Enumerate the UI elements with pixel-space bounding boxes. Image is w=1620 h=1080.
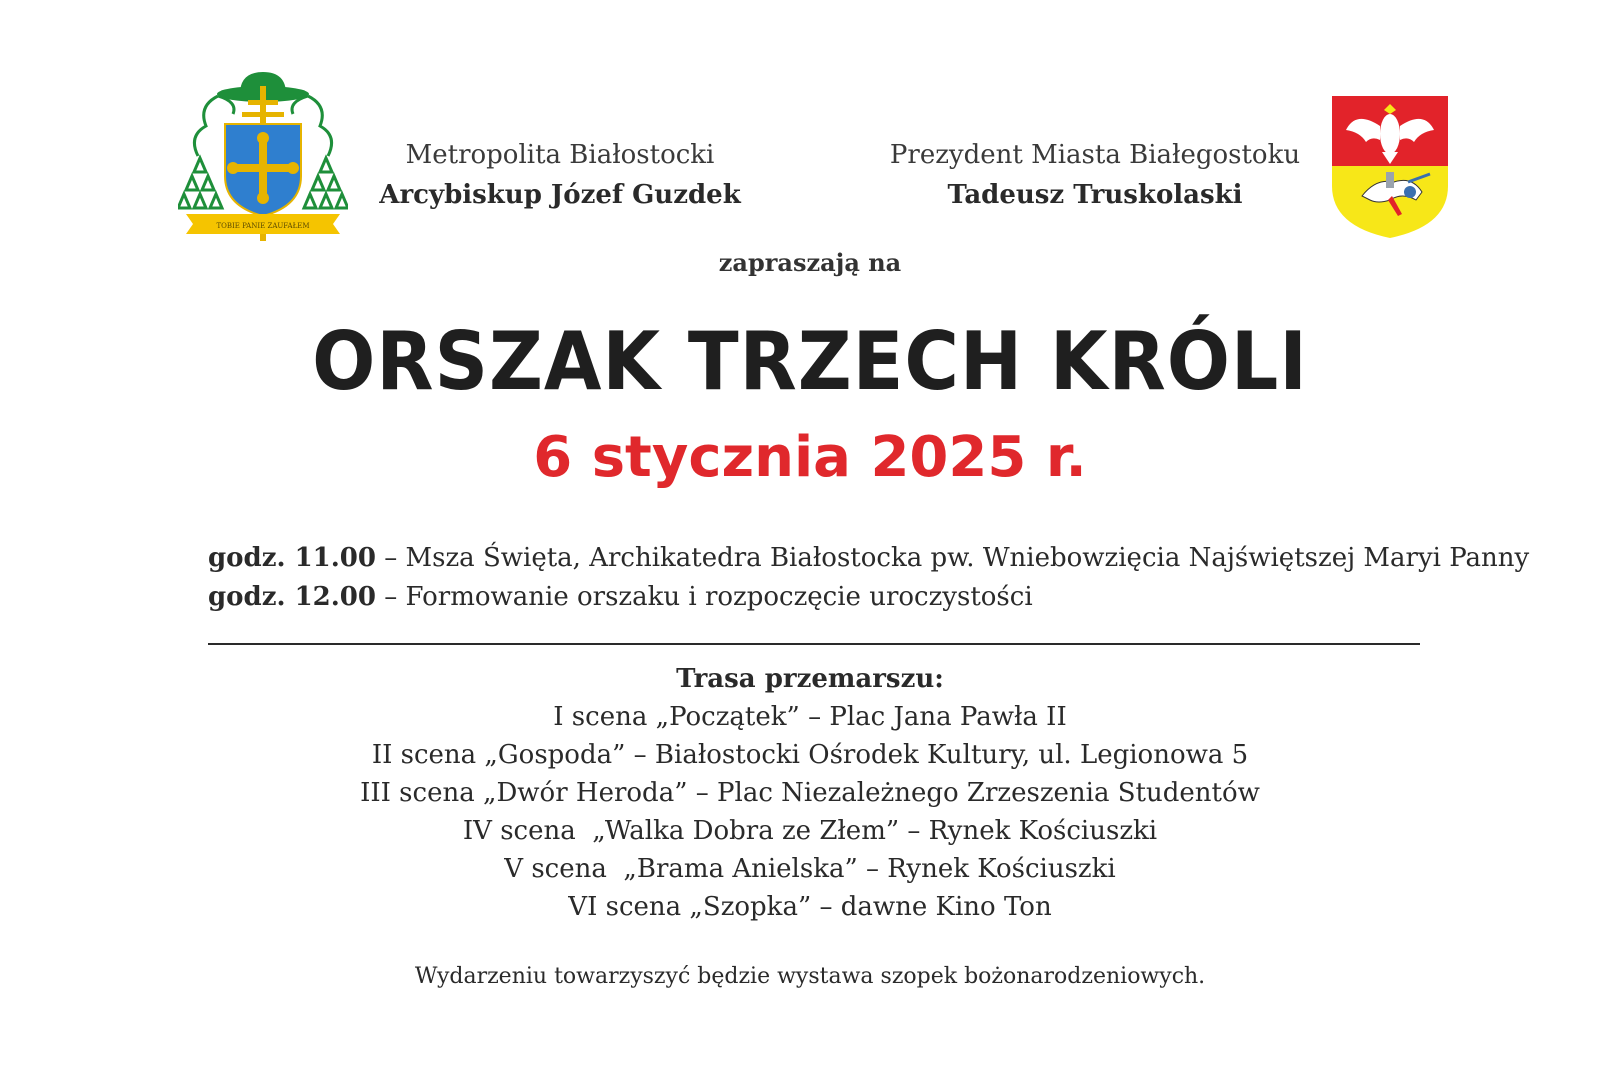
schedule-text: – Msza Święta, Archikatedra Białostocka pw. Wniebowzięcia Najświętszej Maryi Panny <box>375 543 1530 573</box>
divider <box>208 643 1420 645</box>
schedule-item <box>208 543 1529 573</box>
metropolitan-block <box>350 135 770 215</box>
route-scene: I scena „Początek” – Plac Jana Pawła II <box>553 702 1067 732</box>
route-section <box>0 660 1620 926</box>
footer-note: Wydarzeniu towarzyszyć będzie wystawa szopek bożonarodzeniowych. <box>414 964 1206 989</box>
mayor-role: Prezydent Miasta Białegostoku <box>889 140 1301 170</box>
schedule-text: – Formowanie orszaku i rozpoczęcie uroczystości <box>375 582 1033 612</box>
bialystok-coat-of-arms-icon <box>1332 96 1448 238</box>
route-scene: VI scena „Szopka” – dawne Kino Ton <box>568 892 1052 922</box>
invitation-text: zapraszają na <box>718 248 902 277</box>
archbishop-coat-of-arms-icon <box>178 66 348 246</box>
schedule-item <box>208 582 1033 612</box>
route-scene: V scena „Brama Anielska” – Rynek Kościuszki <box>504 854 1116 884</box>
metropolitan-name: Arcybiskup Józef Guzdek <box>379 180 741 210</box>
mayor-name: Tadeusz Truskolaski <box>947 180 1243 210</box>
route-title: Trasa przemarszu: <box>676 664 944 694</box>
event-title: ORSZAK TRZECH KRÓLI <box>312 315 1308 408</box>
route-scene: II scena „Gospoda” – Białostocki Ośrodek Kultury, ul. Legionowa 5 <box>371 740 1249 770</box>
route-scene: III scena „Dwór Heroda” – Plac Niezależnego Zrzeszenia Studentów <box>360 778 1260 808</box>
mayor-block <box>885 135 1305 215</box>
metropolitan-role: Metropolita Białostocki <box>405 140 715 170</box>
route-scene: IV scena „Walka Dobra ze Złem” – Rynek Kościuszki <box>462 816 1158 846</box>
schedule-time: godz. 11.00 <box>208 543 376 573</box>
event-date: 6 stycznia 2025 r. <box>533 425 1087 490</box>
motto-text: TOBIE PANIE ZAUFAŁEM <box>216 222 310 230</box>
schedule-time: godz. 12.00 <box>208 582 376 612</box>
